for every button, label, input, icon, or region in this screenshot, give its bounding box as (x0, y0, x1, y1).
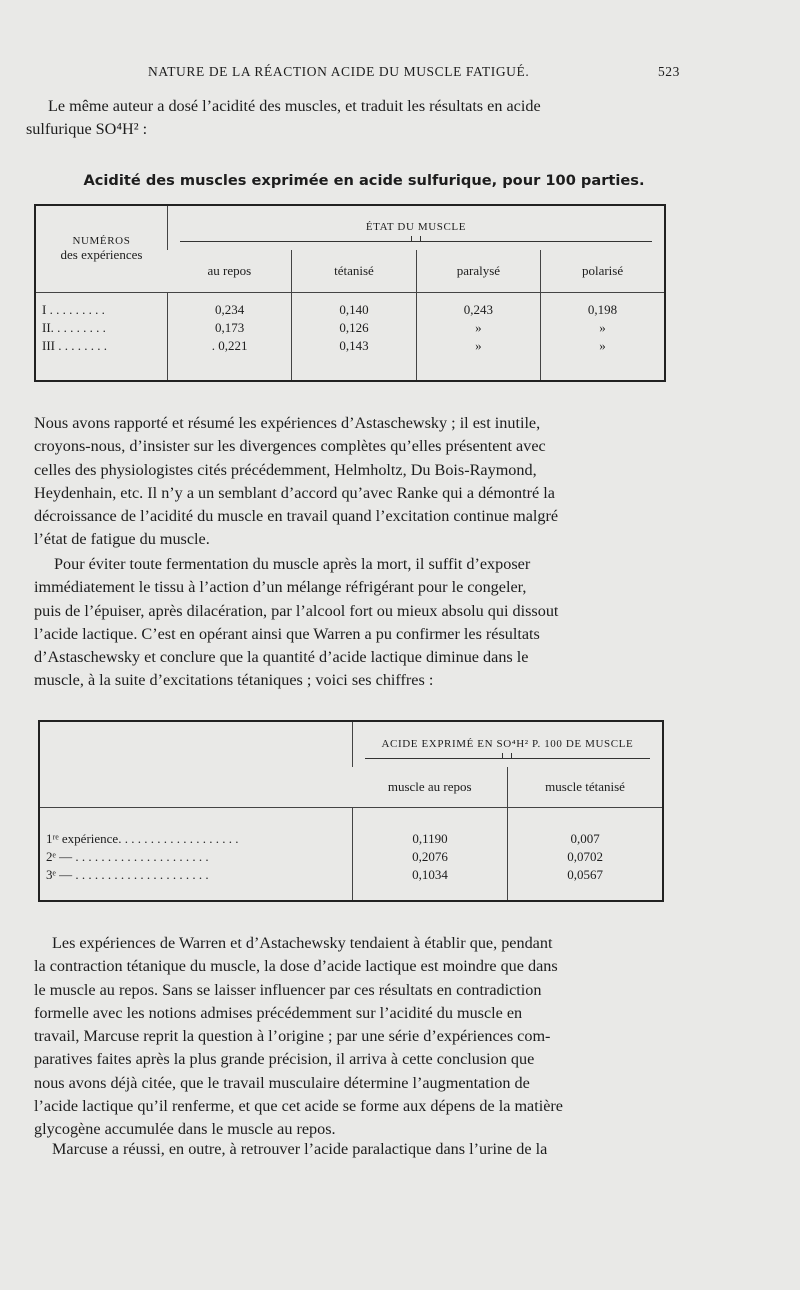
text-line: paratives faites après la plus grande précision, il arriva à cette conclusion que (34, 1050, 535, 1069)
column-header: paralysé (416, 250, 540, 293)
text-line: Les expériences de Warren et d’Astachewsky tendaient à établir que, pendant (52, 934, 553, 952)
table-cell: » (599, 320, 606, 336)
text-line: l’état de fatigue du muscle. (34, 530, 210, 549)
table-cell: 0,007 (570, 830, 600, 846)
paragraph-2 (34, 412, 666, 552)
column-values (508, 807, 663, 901)
column-values (416, 293, 540, 381)
row-label: I . . . . . . . . . (42, 302, 105, 318)
text-line: travail, Marcuse reprit la question à l’origine ; par une série d’expériences com- (34, 1027, 551, 1046)
column-values (167, 293, 291, 381)
table-cell: 0,173 (214, 320, 245, 336)
row-label: 1ʳᵉ expérience. . . . . . . . . . . . . . . . . . . (46, 830, 239, 846)
acidity-table (34, 204, 666, 382)
table-cell: 0,234 (214, 302, 245, 318)
table-cell: 0,143 (339, 338, 369, 354)
paragraph-4 (34, 932, 666, 1142)
table-body-row (39, 807, 663, 901)
table-cell: 0,0567 (567, 866, 603, 882)
brace-icon (365, 758, 650, 765)
text-line: croyons-nous, d’insister sur les divergences complètes qu’elles présentent avec (34, 437, 546, 456)
text-line: d’Astaschewsky et conclure que la quantité d’acide lactique diminue dans le (34, 648, 529, 667)
row-label: 3ᵉ — . . . . . . . . . . . . . . . . . . . . . (46, 866, 209, 882)
text-line: l’acide lactique qu’il renferme, et que cet acide se forme aux dépens de la matière (34, 1097, 563, 1116)
column-values (541, 293, 665, 381)
text-line: Heydenhain, etc. Il n’y a un semblant d’accord qu’avec Ranke qui a démontré la (34, 483, 555, 502)
table-cell: 0,140 (339, 302, 369, 318)
table-cell: » (475, 338, 482, 354)
text-line: nous avons déjà citée, que le travail musculaire détermine l’augmentation de (34, 1073, 530, 1092)
row-labels-cell (39, 807, 352, 901)
text-line: muscle, à la suite d’excitations tétaniques ; voici ses chiffres : (34, 671, 434, 690)
row-header-top: NUMÉROS (72, 235, 131, 248)
column-values (352, 807, 507, 901)
table-cell: . 0,221 (211, 338, 248, 354)
table-cell: 0,2076 (412, 848, 448, 864)
text-line: Pour éviter toute fermentation du muscle après la mort, il suffit d’exposer (54, 555, 531, 573)
row-label: 2ᵉ — . . . . . . . . . . . . . . . . . . . . . (46, 848, 209, 864)
row-labels-cell (35, 293, 167, 381)
table-cell: 0,126 (339, 320, 369, 336)
table-cell: 0,243 (463, 302, 493, 318)
running-title: NATURE DE LA RÉACTION ACIDE DU MUSCLE FATIGUÉ. (148, 64, 530, 79)
text-line: celles des physiologistes cités précédemment, Helmholtz, Du Bois-Raymond, (34, 460, 537, 479)
text-line: glycogène accumulée dans le muscle au repos. (34, 1120, 336, 1139)
text-line: l’acide lactique. C’est en opérant ainsi que Warren a pu confirmer les résultats (34, 624, 540, 643)
table-1-caption: Acidité des muscles exprimée en acide sulfurique, pour 100 parties. (83, 172, 645, 189)
group-header-cell (167, 205, 665, 250)
text-line: sulfurique SO⁴H² : (26, 120, 148, 139)
text-line: immédiatement le tissu à l’action d’un mélange réfrigérant pour le congeler, (34, 578, 527, 597)
brace-icon (180, 241, 652, 248)
column-header: au repos (207, 263, 252, 279)
group-header-cell (352, 721, 663, 767)
column-values (292, 293, 416, 381)
text-line: Le même auteur a dosé l’acidité des muscles, et traduit les résultats en acide (48, 97, 541, 115)
row-label: II. . . . . . . . . (42, 320, 106, 336)
table-cell: 0,1034 (412, 866, 448, 882)
table-body-row (35, 293, 665, 381)
empty-header-cell (39, 721, 352, 807)
row-label: III . . . . . . . . (42, 338, 107, 354)
table-header-row (35, 205, 665, 250)
text-line: formelle avec les notions admises précédemment sur l’acidité du muscle en (34, 1003, 523, 1022)
table-cell: 0,198 (587, 302, 618, 318)
table-cell: 0,1190 (412, 830, 448, 846)
table-cell: » (599, 338, 606, 354)
row-header-cell (35, 205, 167, 293)
paragraph-1 (26, 95, 666, 142)
column-header: tétanisé (292, 250, 416, 293)
column-header: muscle au repos (387, 778, 472, 794)
column-header: polarisé (541, 250, 665, 293)
text-line: Marcuse a réussi, en outre, à retrouver l’acide paralactique dans l’urine de la (52, 1140, 548, 1158)
text-line: la contraction tétanique du muscle, la dose d’acide lactique est moindre que dans (34, 957, 558, 976)
table-cell: 0,0702 (567, 848, 603, 864)
table-header-row (39, 721, 663, 767)
text-line: le muscle au repos. Sans se laisser influencer par ces résultats en contradiction (34, 980, 542, 999)
paragraph-5 (34, 1138, 666, 1161)
lactic-acid-table (38, 720, 664, 902)
paragraph-3 (34, 553, 666, 693)
text-line: Nous avons rapporté et résumé les expériences d’Astaschewsky ; il est inutile, (34, 414, 541, 432)
column-header: muscle tétanisé (508, 767, 663, 807)
row-header-bottom: des expériences (60, 247, 143, 263)
table-cell: » (475, 320, 482, 336)
text-line: décroissance de l’acidité du muscle en travail quand l’excitation continue malgré (34, 507, 559, 526)
group-header: ÉTAT DU MUSCLE (365, 220, 467, 233)
group-header: ACIDE EXPRIMÉ EN SO⁴H² P. 100 DE MUSCLE (381, 738, 634, 750)
page-number: 523 (657, 64, 680, 79)
text-line: puis de l’épuiser, après dilacération, par l’alcool fort ou mieux absolu qui dissout (34, 601, 559, 620)
